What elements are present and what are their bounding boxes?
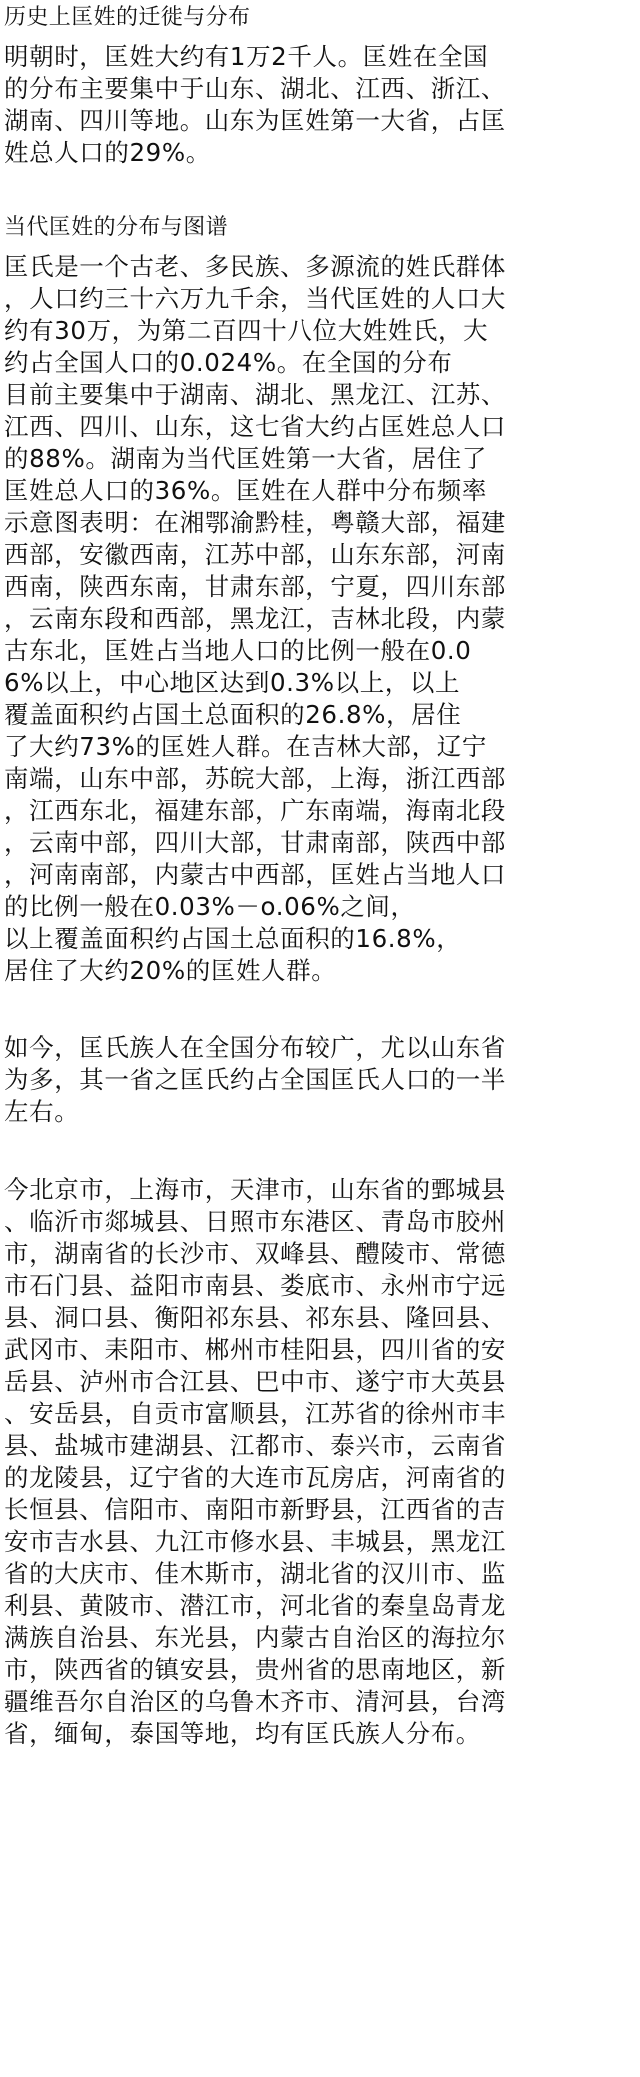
paragraph-line: 市，陕西省的镇安县，贵州省的思南地区，新 — [4, 1655, 506, 1684]
paragraph-line: 的龙陵县，辽宁省的大连市瓦房店，河南省的 — [4, 1463, 506, 1492]
paragraph-line: ，云南中部，四川大部，甘肃南部，陕西中部 — [4, 828, 506, 857]
paragraph-line: 约有30万，为第二百四十八位大姓姓氏，大 — [4, 316, 489, 345]
paragraph-line: 6%以上，中心地区达到0.3%以上，以上 — [4, 668, 461, 697]
paragraph-line: 古东北，匡姓占当地人口的比例一般在0.0 — [4, 636, 472, 665]
paragraph-line: 西部，安徽西南，江苏中部，山东东部，河南 — [4, 540, 506, 569]
paragraph-line: 的88%。湖南为当代匡姓第一大省，居住了 — [4, 444, 487, 473]
paragraph-line: ，江西东北，福建东部，广东南端，海南北段 — [4, 796, 506, 825]
paragraph-line: ，河南南部，内蒙古中西部，匡姓占当地人口 — [4, 860, 506, 889]
paragraph-line: 匡姓总人口的36%。匡姓在人群中分布频率 — [4, 476, 487, 505]
paragraph-line: 覆盖面积约占国土总面积的26.8%，居住 — [4, 700, 462, 729]
paragraph-line: 长恒县、信阳市、南阳市新野县，江西省的吉 — [4, 1495, 506, 1524]
paragraph-line: 西南，陕西东南，甘肃东部，宁夏，四川东部 — [4, 572, 506, 601]
paragraph-line: 安市吉水县、九江市修水县、丰城县，黑龙江 — [4, 1527, 506, 1556]
paragraph-line: 如今，匡氏族人在全国分布较广，尤以山东省 — [4, 1033, 506, 1062]
paragraph-line: 了大约73%的匡姓人群。在吉林大部，辽宁 — [4, 732, 487, 761]
paragraph-line: ，云南东段和西部，黑龙江，吉林北段，内蒙 — [4, 604, 506, 633]
paragraph-line: 示意图表明：在湘鄂渝黔桂，粤赣大部，福建 — [4, 508, 506, 537]
paragraph-line: 匡氏是一个古老、多民族、多源流的姓氏群体 — [4, 252, 506, 281]
paragraph-line: 的比例一般在0.03%－o.06%之间， — [4, 892, 416, 921]
paragraph-line: 明朝时，匡姓大约有1万2千人。匡姓在全国 — [4, 42, 489, 71]
paragraph-line: 利县、黄陂市、潜江市，河北省的秦皇岛青龙 — [4, 1591, 506, 1620]
paragraph-line: ，人口约三十六万九千余，当代匡姓的人口大 — [4, 284, 506, 313]
paragraph-line: 市石门县、益阳市南县、娄底市、永州市宁远 — [4, 1271, 506, 1300]
paragraph-line: 南端，山东中部，苏皖大部，上海，浙江西部 — [4, 764, 506, 793]
paragraph-line: 今北京市，上海市，天津市，山东省的鄄城县 — [4, 1175, 506, 1204]
paragraph-line: 省的大庆市、佳木斯市，湖北省的汉川市、监 — [4, 1559, 506, 1588]
paragraph-line: 疆维吾尔自治区的乌鲁木齐市、清河县，台湾 — [4, 1687, 506, 1716]
section-title-history: 历史上匡姓的迁徙与分布 — [4, 5, 251, 30]
paragraph-line: 省，缅甸，泰国等地，均有匡氏族人分布。 — [4, 1719, 481, 1748]
paragraph-line: 满族自治县、东光县，内蒙古自治区的海拉尔 — [4, 1623, 506, 1652]
paragraph-line: 岳县、泸州市合江县、巴中市、遂宁市大英县 — [4, 1367, 506, 1396]
paragraph-line: 约占全国人口的0.024%。在全国的分布 — [4, 348, 453, 377]
paragraph-line: 武冈市、耒阳市、郴州市桂阳县，四川省的安 — [4, 1335, 506, 1364]
paragraph-line: 左右。 — [4, 1097, 80, 1126]
paragraph-line: 、临沂市郯城县、日照市东港区、青岛市胶州 — [4, 1207, 506, 1236]
paragraph-line: 、安岳县，自贡市富顺县，江苏省的徐州市丰 — [4, 1399, 506, 1428]
section-title-contemporary: 当代匡姓的分布与图谱 — [4, 215, 229, 240]
paragraph-line: 湖南、四川等地。山东为匡姓第一大省，占匡 — [4, 106, 506, 135]
paragraph-line: 居住了大约20%的匡姓人群。 — [4, 956, 337, 985]
paragraph-line: 江西、四川、山东，这七省大约占匡姓总人口 — [4, 412, 506, 441]
paragraph-line: 姓总人口的29%。 — [4, 138, 211, 167]
paragraph-line: 为多，其一省之匡氏约占全国匡氏人口的一半 — [4, 1065, 506, 1094]
paragraph-line: 县、盐城市建湖县、江都市、泰兴市，云南省 — [4, 1431, 506, 1460]
paragraph-line: 以上覆盖面积约占国土总面积的16.8%， — [4, 924, 462, 953]
paragraph-line: 市，湖南省的长沙市、双峰县、醴陵市、常德 — [4, 1239, 506, 1268]
paragraph-line: 目前主要集中于湖南、湖北、黑龙江、江苏、 — [4, 380, 506, 409]
paragraph-line: 的分布主要集中于山东、湖北、江西、浙江、 — [4, 74, 506, 103]
paragraph-line: 县、洞口县、衡阳祁东县、祁东县、隆回县、 — [4, 1303, 506, 1332]
